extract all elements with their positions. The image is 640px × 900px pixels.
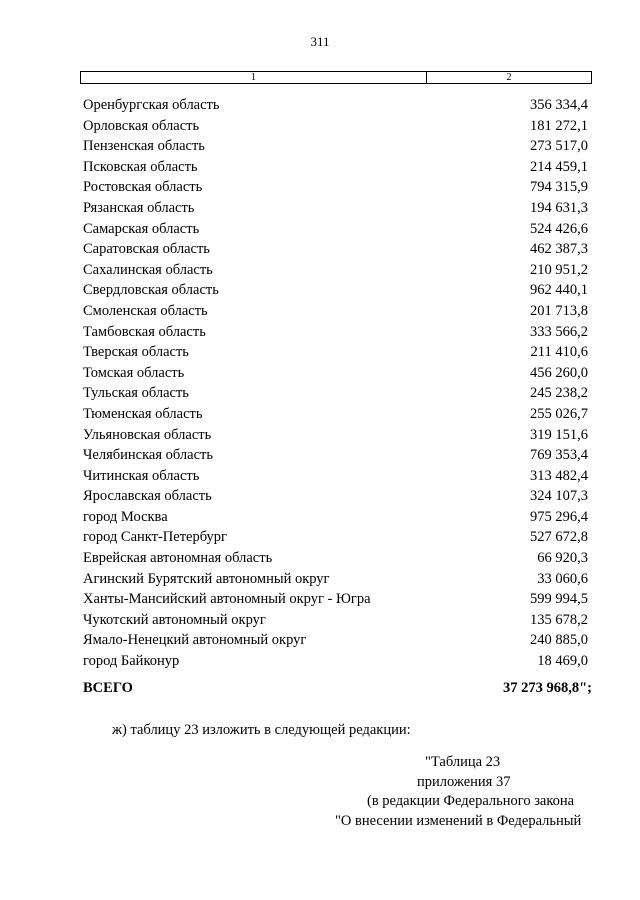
region-name: Агинский Бурятский автономный округ bbox=[83, 570, 330, 587]
table-row bbox=[83, 527, 588, 548]
region-name: Тульская область bbox=[83, 385, 189, 402]
region-name: Читинская область bbox=[83, 467, 200, 484]
region-name: город Санкт-Петербург bbox=[83, 529, 228, 546]
table-row bbox=[83, 383, 588, 404]
table-row bbox=[83, 589, 588, 610]
region-name: Псковская область bbox=[83, 158, 198, 175]
table-row bbox=[83, 342, 588, 363]
table-row bbox=[83, 136, 588, 157]
table-row bbox=[83, 95, 588, 116]
region-name: Свердловская область bbox=[83, 282, 219, 299]
column-header-1: 1 bbox=[81, 72, 427, 83]
region-name: Ульяновская область bbox=[83, 426, 212, 443]
region-name: Самарская область bbox=[83, 220, 200, 237]
region-name: Чукотский автономный округ bbox=[83, 611, 266, 628]
table-row bbox=[83, 548, 588, 569]
region-value: 962 440,1 bbox=[530, 282, 588, 299]
total-row bbox=[83, 678, 592, 698]
table-row bbox=[83, 219, 588, 240]
column-header-2: 2 bbox=[506, 72, 512, 83]
region-value: 33 060,6 bbox=[537, 570, 588, 587]
region-value: 211 410,6 bbox=[530, 344, 588, 361]
region-value: 201 713,8 bbox=[530, 302, 588, 319]
region-name: Смоленская область bbox=[83, 302, 208, 319]
region-name: Ямало-Ненецкий автономный округ bbox=[83, 632, 307, 649]
region-name: Ханты-Мансийский автономный округ - Югра bbox=[83, 591, 371, 608]
table-row bbox=[83, 280, 588, 301]
region-value: 313 482,4 bbox=[530, 467, 588, 484]
region-value: 255 026,7 bbox=[530, 405, 588, 422]
region-name: Сахалинская область bbox=[83, 261, 213, 278]
table-row bbox=[83, 630, 588, 651]
region-value: 135 678,2 bbox=[530, 611, 588, 628]
table-row bbox=[83, 569, 588, 590]
region-name: Еврейская автономная область bbox=[83, 550, 273, 567]
region-table bbox=[83, 95, 588, 672]
region-value: 356 334,4 bbox=[530, 97, 588, 113]
region-name: Тамбовская область bbox=[83, 323, 206, 340]
total-label: ВСЕГО bbox=[83, 680, 133, 696]
region-name: город Байконур bbox=[83, 653, 180, 670]
table-row bbox=[83, 322, 588, 343]
region-value: 214 459,1 bbox=[530, 158, 588, 175]
region-value: 975 296,4 bbox=[530, 508, 588, 525]
amendment-instruction: ж) таблицу 23 изложить в следующей редакции: bbox=[112, 722, 411, 738]
table-row bbox=[83, 157, 588, 178]
total-value: 37 273 968,8"; bbox=[502, 680, 592, 696]
region-name: Челябинская область bbox=[83, 447, 213, 464]
region-value: 319 151,6 bbox=[530, 426, 588, 443]
table-row bbox=[83, 260, 588, 281]
region-value: 456 260,0 bbox=[530, 364, 588, 381]
table-row bbox=[83, 651, 588, 672]
table-row bbox=[83, 301, 588, 322]
table-row bbox=[83, 404, 588, 425]
region-value: 794 315,9 bbox=[530, 179, 588, 196]
table-row bbox=[83, 425, 588, 446]
region-name: Орловская область bbox=[83, 117, 200, 134]
table-row bbox=[83, 363, 588, 384]
region-name: Саратовская область bbox=[83, 241, 210, 258]
table-column-header bbox=[80, 71, 592, 84]
region-name: Рязанская область bbox=[83, 199, 195, 216]
table-row bbox=[83, 445, 588, 466]
region-value: 240 885,0 bbox=[530, 632, 588, 649]
table-row bbox=[83, 610, 588, 631]
page-number: 311 bbox=[310, 34, 330, 49]
table-title-block bbox=[300, 753, 600, 831]
region-name: Тверская область bbox=[83, 344, 189, 361]
region-value: 210 951,2 bbox=[530, 261, 588, 278]
table-title-line-4: "О внесении изменений в Федеральный bbox=[335, 812, 582, 829]
region-value: 524 426,6 bbox=[530, 220, 588, 237]
region-value: 66 920,3 bbox=[537, 550, 588, 567]
table-title-line-3: (в редакции Федерального закона bbox=[367, 793, 575, 809]
region-name: Ростовская область bbox=[83, 179, 203, 196]
region-name: Оренбургская область bbox=[83, 97, 220, 113]
table-row bbox=[83, 177, 588, 198]
region-value: 599 994,5 bbox=[530, 591, 588, 608]
region-value: 194 631,3 bbox=[530, 199, 588, 216]
region-value: 324 107,3 bbox=[530, 488, 588, 505]
table-row bbox=[83, 486, 588, 507]
table-row bbox=[83, 466, 588, 487]
table-title-line-2: приложения 37 bbox=[417, 773, 511, 790]
region-value: 273 517,0 bbox=[530, 138, 588, 155]
region-value: 245 238,2 bbox=[530, 385, 588, 402]
region-value: 527 672,8 bbox=[530, 529, 588, 546]
region-name: Томская область bbox=[83, 364, 185, 381]
region-name: Пензенская область bbox=[83, 138, 205, 155]
region-name: город Москва bbox=[83, 508, 168, 525]
table-row bbox=[83, 507, 588, 528]
region-name: Ярославская область bbox=[83, 488, 212, 505]
region-value: 462 387,3 bbox=[530, 241, 588, 258]
region-value: 181 272,1 bbox=[530, 117, 588, 134]
region-value: 769 353,4 bbox=[530, 447, 588, 464]
table-row bbox=[83, 116, 588, 137]
region-value: 18 469,0 bbox=[537, 653, 588, 670]
table-title-line-1: "Таблица 23 bbox=[425, 754, 501, 770]
table-row bbox=[83, 239, 588, 260]
region-name: Тюменская область bbox=[83, 405, 203, 422]
table-row bbox=[83, 198, 588, 219]
region-value: 333 566,2 bbox=[530, 323, 588, 340]
